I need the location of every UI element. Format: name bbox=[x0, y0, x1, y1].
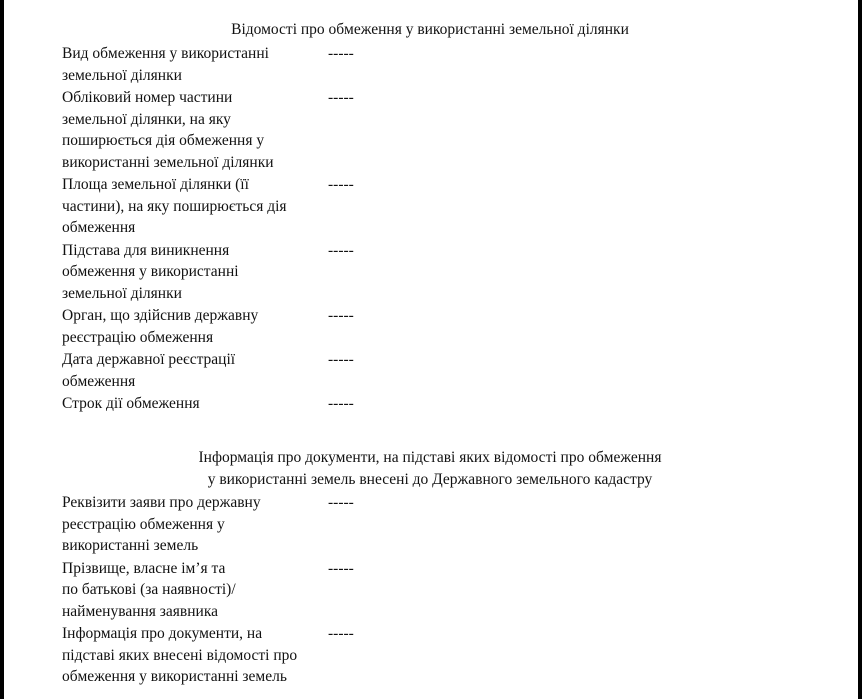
page-border-left bbox=[0, 0, 4, 699]
restrictions-table bbox=[62, 43, 462, 416]
row-value: ----- bbox=[328, 625, 354, 642]
section-title-restrictions: Відомості про обмеження у використанні земельної ділянки bbox=[231, 21, 629, 38]
table-row bbox=[62, 240, 462, 305]
table-row bbox=[62, 43, 462, 86]
row-label: Вид обмеження у використанні земельної ділянки bbox=[62, 45, 269, 84]
documents-table bbox=[62, 492, 462, 689]
section-title-line: у використанні земель внесені до Державного земельного кадастру bbox=[207, 470, 653, 488]
row-label: Інформація про документи, на підставі яких внесені відомості про обмеження у використанні земель bbox=[62, 625, 298, 685]
table-row bbox=[62, 558, 462, 623]
table-row bbox=[62, 393, 462, 415]
row-value: ----- bbox=[328, 559, 354, 577]
table-row bbox=[62, 623, 462, 688]
row-label: Площа земельної ділянки (її частини), на яку поширюється дія обмеження bbox=[62, 176, 287, 236]
row-value: ----- bbox=[328, 241, 354, 259]
table-row bbox=[62, 87, 462, 173]
row-value: ----- bbox=[328, 307, 354, 324]
row-label: Прізвище, власне ім’я та по батькові (за наявності)/ найменування заявника bbox=[62, 559, 236, 620]
section-title-line: Інформація про документи, на підставі яких відомості про обмеження bbox=[198, 449, 662, 466]
row-label: Обліковий номер частини земельної ділянки, на яку поширюється дія обмеження у використанні земельної ділянки bbox=[62, 89, 274, 171]
page-border-right bbox=[858, 0, 862, 699]
row-label: Орган, що здійснив державну реєстрацію обмеження bbox=[62, 307, 259, 346]
table-row bbox=[62, 349, 462, 392]
row-label: Строк дії обмеження bbox=[62, 395, 200, 412]
table-row bbox=[62, 305, 462, 348]
row-value: ----- bbox=[328, 351, 354, 368]
row-value: ----- bbox=[328, 89, 354, 106]
row-label: Дата державної реєстрації обмеження bbox=[62, 351, 236, 390]
row-label: Підстава для виникнення обмеження у використанні земельної ділянки bbox=[62, 241, 239, 302]
table-row bbox=[62, 174, 462, 239]
row-value: ----- bbox=[328, 176, 354, 193]
table-row bbox=[62, 492, 462, 557]
row-value: ----- bbox=[328, 395, 354, 412]
row-value: ----- bbox=[328, 494, 354, 511]
row-value: ----- bbox=[328, 45, 354, 62]
row-label: Реквізити заяви про державну реєстрацію обмеження у використанні земель bbox=[62, 494, 261, 554]
section-title-documents bbox=[60, 447, 800, 490]
